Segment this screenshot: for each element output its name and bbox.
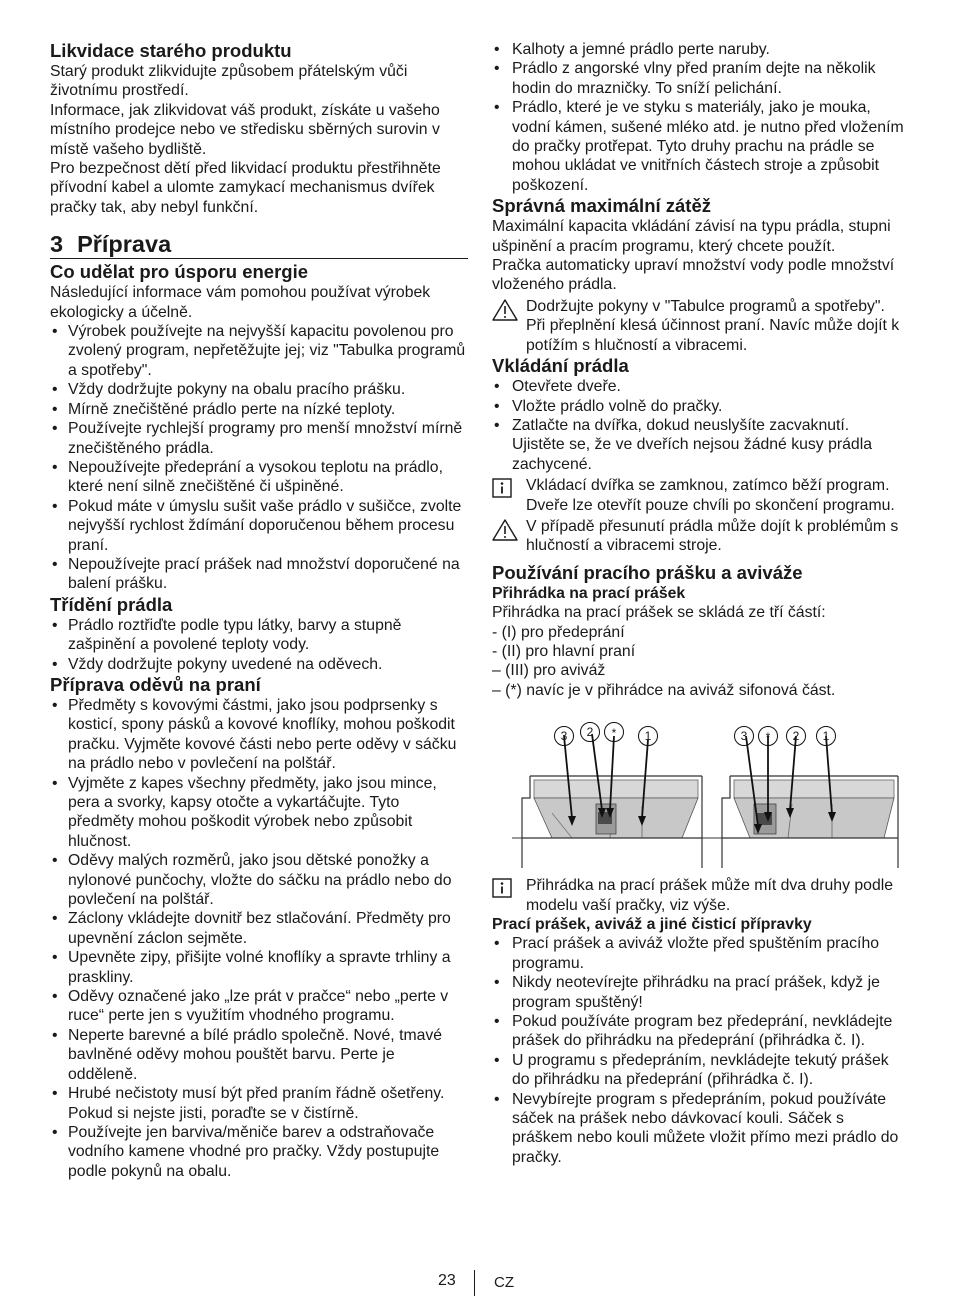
compartment-label: 2	[580, 722, 600, 742]
right-column	[492, 40, 904, 1167]
page-number: 23	[438, 1272, 456, 1289]
compartment-label: 1	[638, 726, 658, 746]
loading-heading: Vkládání prádla	[492, 355, 629, 377]
sorting-heading: Třídění prádla	[50, 593, 173, 615]
sorting-list	[50, 616, 468, 674]
list-item: • Hrubé nečistoty musí být před praním řádně ošetřeny. Pokud si nejste jisti, poraďte se v čistírně.	[50, 1084, 468, 1123]
list-item: • Upevněte zipy, přišijte volné knoflíky a spravte trhliny a praskliny.	[50, 948, 468, 987]
list-item: • Prádlo, které je ve styku s materiály, jako je mouka, vodní kámen, sušené mléko atd. je nutno před vložením do pračky protřepat. Tyto druhy prachu na prádle se mohou ukládat ve vnitřních částech stroje a způsobit poškození.	[492, 98, 904, 195]
list-item: • Vždy dodržujte pokyny uvedené na oděvech.	[50, 655, 468, 674]
compartment-line: - (II) pro hlavní praní	[492, 642, 636, 660]
compartment-label: 1	[816, 726, 836, 746]
disposal-paragraph: Pro bezpečnost dětí před likvidací produktu přestřihněte přívodní kabel a ulomte zamykací mechanismus dvířek pračky tak, aby nebyl funkční.	[50, 160, 441, 216]
list-item: • Používejte jen barviva/měniče barev a odstraňovače vodního kamene vhodné pro pračky. Vždy postupujte podle pokynů na obalu.	[50, 1123, 468, 1181]
compartment-label: 3	[734, 726, 754, 746]
warning-text: V případě přesunutí prádla může dojít k problémům s hlučností a vibracemi stroje.	[526, 517, 899, 555]
drawer-illustration-b	[722, 736, 898, 868]
energy-intro: Následující informace vám pomohou používat výrobek ekologicky a účelně.	[50, 284, 431, 321]
disposal-heading: Likvidace starého produktu	[50, 40, 292, 61]
footer-divider	[474, 1270, 475, 1296]
warning-icon	[492, 517, 526, 546]
list-item: • Záclony vkládejte dovnitř bez stlačování. Předměty pro upevnění záclon sejměte.	[50, 909, 468, 948]
list-item: • Otevřete dveře.	[492, 377, 904, 396]
warning-icon	[492, 297, 526, 326]
chapter-title: Příprava	[77, 231, 172, 258]
list-item: • Neperte barevné a bílé prádlo společně. Nové, tmavé bavlněné oděvy mohou pouštět barvu. Perte je odděleně.	[50, 1026, 468, 1084]
left-column	[50, 40, 468, 1181]
page-footer	[0, 1270, 954, 1296]
detergent-heading: Používání pracího prášku a aviváže	[492, 561, 803, 583]
compartment-label: *	[758, 726, 778, 746]
list-item: • Výrobek používejte na nejvyšší kapacitu povolenou pro zvolený program, nepřetěžujte jej; viz "Tabulka programů a spotřeby".	[50, 322, 468, 380]
disposal-paragraph: Starý produkt zlikvidujte způsobem přátelským vůči životnímu prostředí.	[50, 63, 408, 100]
compartment-label: *	[604, 722, 624, 742]
list-item: • Zatlačte na dvířka, dokud neuslyšíte zacvaknutí. Ujistěte se, že ve dveřích nejsou žádné kusy prádla zachycené.	[492, 416, 904, 474]
list-item: • Pokud používáte program bez předeprání, nevkládejte prášek do přihrádku na předeprání (přihrádka č. I).	[492, 1012, 904, 1051]
chapter-heading	[50, 231, 468, 259]
load-heading: Správná maximální zátěž	[492, 195, 712, 217]
warning-text: Dodržujte pokyny v "Tabulce programů a spotřeby". Při přeplnění klesá účinnost praní. Navíc může dojít k potížím s hlučností a vibracemi.	[526, 297, 900, 354]
list-item: • Kalhoty a jemné prádlo perte naruby.	[492, 40, 904, 59]
load-paragraph: Pračka automaticky upraví množství vody podle množství vloženého prádla.	[492, 257, 895, 294]
list-item: • Vždy dodržujte pokyny na obalu pracího prášku.	[50, 380, 468, 399]
list-item: • U programu s předepráním, nevkládejte tekutý prášek do přihrádku na předeprání (přihrádka č. I).	[492, 1051, 904, 1090]
info-note	[492, 476, 904, 515]
info-icon	[492, 876, 526, 903]
detergent-drawer-diagram	[492, 718, 904, 868]
drawer-subheading: Přihrádka na prací prášek	[492, 584, 686, 602]
loading-list	[492, 377, 904, 474]
drawer-intro: Přihrádka na prací prášek se skládá ze tří částí:	[492, 604, 826, 622]
list-item: • Pokud máte v úmyslu sušit vaše prádlo v sušičce, zvolte nejvyšší rychlost ždímání doporučenou během procesu praní.	[50, 497, 468, 555]
agents-list	[492, 934, 904, 1167]
list-item: • Prádlo z angorské vlny před praním dejte na několik hodin do mrazničky. To sníží pelichání.	[492, 59, 904, 98]
list-item: • Prádlo roztřiďte podle typu látky, barvy a stupně zašpinění a povolené teploty vody.	[50, 616, 468, 655]
compartment-line: – (III) pro aviváž	[492, 662, 606, 680]
list-item: • Nikdy neotevírejte přihrádku na prací prášek, když je program spuštěný!	[492, 973, 904, 1012]
warning-note	[492, 297, 904, 355]
info-text: Vkládací dvířka se zamknou, zatímco běží program. Dveře lze otevřít pouze chvíli po skončení programu.	[526, 477, 895, 514]
list-item: • Oděvy označené jako „lze prát v pračce“ nebo „perte v ruce“ perte jen s využitím vhodného programu.	[50, 987, 468, 1026]
compartment-line: - (I) pro předeprání	[492, 623, 625, 641]
agents-subheading: Prací prášek, aviváž a jiné čisticí přípravky	[492, 916, 812, 933]
compartment-list	[492, 623, 904, 701]
prep-list	[50, 696, 468, 1181]
energy-list	[50, 322, 468, 594]
load-paragraph: Maximální kapacita vkládání závisí na typu prádla, stupni ušpinění a pracím programu, který chcete použít.	[492, 218, 891, 255]
list-item: • Oděvy malých rozměrů, jako jsou dětské ponožky a nylonové punčochy, vložte do sáčku na prádlo nebo do povlečení na polštář.	[50, 851, 468, 909]
list-item: • Používejte rychlejší programy pro menší množství mírně znečištěného prádla.	[50, 419, 468, 458]
list-item: • Nepoužívejte prací prášek nad množství doporučené na balení prášku.	[50, 555, 468, 594]
info-note	[492, 876, 904, 915]
list-item: • Nepoužívejte předeprání a vysokou teplotu na prádlo, které není silně znečištěné či ušpiněné.	[50, 458, 468, 497]
list-item: • Nevybírejte program s předepráním, pokud používáte sáček na prášek nebo dávkovací kouli. Sáček s práškem nebo kouli můžete vložit přímo mezi prádlo do pračky.	[492, 1090, 904, 1168]
list-item: • Mírně znečištěné prádlo perte na nízké teploty.	[50, 400, 468, 419]
list-item: • Vložte prádlo volně do pračky.	[492, 397, 904, 416]
drawer-illustration-a	[512, 734, 722, 868]
prep-heading: Příprava oděvů na praní	[50, 673, 261, 695]
garment-list	[492, 40, 904, 195]
list-item: • Vyjměte z kapes všechny předměty, jako jsou mince, pera a svorky, kapsy otočte a vykartáčujte. Tyto předměty mohou poškodit výrobek nebo způsobit hlučnost.	[50, 774, 468, 852]
info-icon	[492, 476, 526, 503]
compartment-label: 2	[786, 726, 806, 746]
warning-note	[492, 517, 904, 556]
compartment-label: 3	[554, 726, 574, 746]
chapter-number: 3	[50, 231, 64, 258]
energy-heading: Co udělat pro úsporu energie	[50, 261, 308, 283]
language-code: CZ	[494, 1274, 514, 1291]
disposal-paragraph: Informace, jak zlikvidovat váš produkt, získáte u vašeho místního prodejce nebo ve středisku sběrných surovin v místě vašeho bydliště.	[50, 101, 440, 158]
info-text: Přihrádka na prací prášek může mít dva druhy podle modelu vaší pračky, viz výše.	[526, 877, 894, 914]
list-item: • Předměty s kovovými částmi, jako jsou podprsenky s kosticí, spony pásků a kovové knoflíky, mohou poškodit pračku. Vyjměte kovové části nebo perte oděvy v sáčku na prádlo nebo v povlečení na polštář.	[50, 696, 468, 774]
compartment-line: – (*) navíc je v přihrádce na aviváž sifonová část.	[492, 681, 836, 699]
list-item: • Prací prášek a aviváž vložte před spuštěním pracího programu.	[492, 934, 904, 973]
